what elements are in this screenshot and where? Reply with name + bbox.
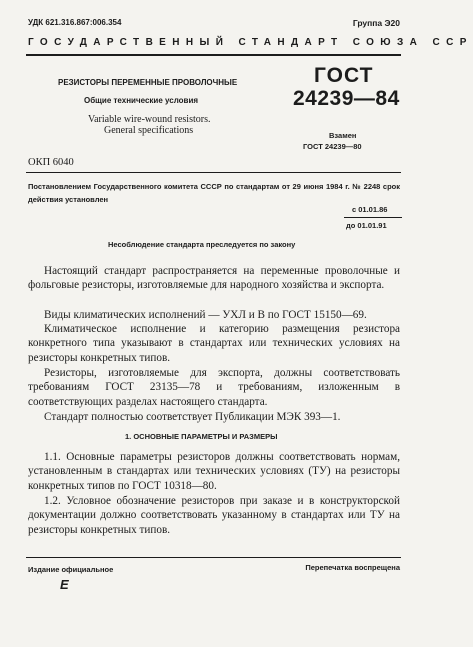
official-edition: Издание официальное: [28, 565, 114, 574]
subtitle-ru: Общие технические условия: [84, 96, 199, 105]
group-code: Группа Э20: [352, 18, 400, 28]
intro-paragraph-2: Виды климатических исполнений — УХЛ и В по ГОСТ 15150—69.: [44, 309, 367, 321]
law-warning: Несоблюдение стандарта преследуется по закону: [108, 240, 296, 249]
udk-code: УДК 621.316.867:006.354: [28, 18, 122, 27]
intro-paragraph-3: Климатическое исполнение и категорию размещения резистора конкретного типа указывают в стандартах или технических условиях на резисторы конкретных типов.: [28, 323, 400, 364]
gost-number: 24239—84: [293, 87, 400, 110]
reprint-notice: Перепечатка воспрещена: [305, 563, 400, 572]
okp-rule: [26, 172, 401, 173]
date-from: с 01.01.86: [352, 205, 388, 214]
decree-text: Постановлением Государственного комитета СССР по стандартам от 29 июня 1984 г. № 2248 срок действия установлен: [28, 182, 400, 204]
replaces-value: ГОСТ 24239—80: [303, 142, 362, 151]
intro-paragraph-1: Настоящий стандарт распространяется на переменные проволочные и фольговые резисторы, изготовляемые для народного хозяйства и экспорта.: [28, 265, 400, 292]
edition-mark: Е: [60, 577, 69, 592]
date-rule: [344, 217, 402, 218]
standard-banner: ГОСУДАРСТВЕННЫЙ СТАНДАРТ СОЮЗА ССР: [28, 37, 473, 48]
title-en: Variable wire-wound resistors.: [88, 114, 211, 125]
gost-label: ГОСТ: [314, 64, 374, 87]
footer-rule: [26, 557, 401, 558]
section-heading: 1. ОСНОВНЫЕ ПАРАМЕТРЫ И РАЗМЕРЫ: [125, 432, 278, 441]
okp-code: ОКП 6040: [28, 157, 74, 168]
title-ru: РЕЗИСТОРЫ ПЕРЕМЕННЫЕ ПРОВОЛОЧНЫЕ: [58, 78, 238, 87]
section-paragraph-1: 1.1. Основные параметры резисторов должны соответствовать нормам, установленным в стандартах или технических условиях (ТУ) на резисторы конкретных типов по ГОСТ 10318—80.: [28, 451, 400, 492]
section-paragraph-2: 1.2. Условное обозначение резисторов при заказе и в конструкторской документации должно соответствовать указанному в стандартах или ТУ на резисторы конкретных типов.: [28, 495, 400, 536]
date-to: до 01.01.91: [346, 221, 387, 230]
intro-paragraph-4: Резисторы, изготовляемые для экспорта, должны соответствовать требованиям ГОСТ 23135—78 и требованиям, изложенным в соответствующих разделах настоящего стандарта.: [28, 367, 400, 408]
subtitle-en: General specifications: [104, 125, 194, 136]
replaces-label: Взамен: [329, 131, 357, 140]
header-rule: [26, 54, 401, 56]
intro-paragraph-5: Стандарт полностью соответствует Публикации МЭК 393—1.: [44, 411, 341, 423]
